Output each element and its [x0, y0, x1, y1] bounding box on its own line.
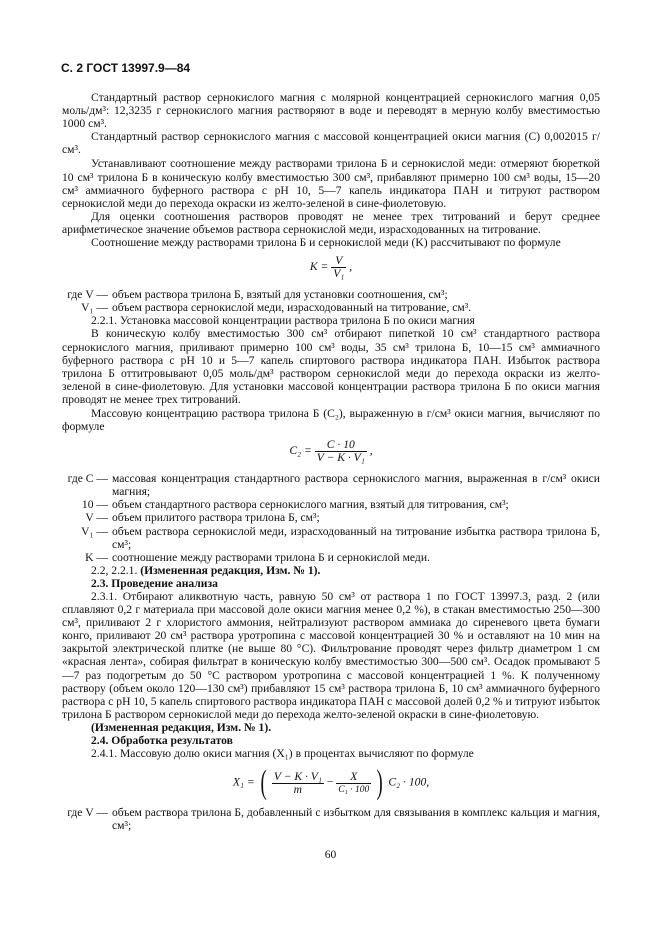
definition-label: где C — — [67, 472, 108, 486]
formula-x1-left-paren: ( — [260, 764, 267, 802]
formula-k — [62, 255, 600, 280]
definition-row — [62, 288, 600, 301]
paragraph-ratio-setup: Устанавливают соотношение между растворами трилона Б и сернокислой меди: отмеряют бюреткой 10 см³ трилона Б в коническую колбу вместимостью 300 см³, прибавляют примерно 100 см³ воды, 15—20 см³ аммиачного буферного раствора с pH 10, 5—7 капель индикатора ПАН и титруют раствором сернокислой меди до перехода окраски из желто-зеленой в сине-фиолетовую. — [62, 157, 600, 210]
formula-x1-numerator-2: X — [336, 771, 371, 784]
definition-text: объем раствора трилона Б, добавленный с избытком для связывания в комплекс кальция и магния, см³; — [112, 806, 600, 833]
definition-text: объем раствора сернокислой меди, израсходованный на титрование, см³. — [112, 301, 472, 315]
definition-text: объем раствора трилона Б, взятый для установки соотношения, см³; — [112, 288, 448, 302]
paragraph-x1-intro: 2.4.1. Массовую долю окиси магния (X₁) в процентах вычисляют по формуле — [91, 747, 474, 761]
formula-c2-lhs: C₂ = — [289, 444, 312, 458]
definition-row — [62, 525, 600, 551]
paragraph-c2-intro: Массовую концентрацию раствора трилона Б (C₂), выраженную в г/см³ окиси магния, вычисляют по формуле — [62, 406, 600, 434]
formula-c2-denominator: V − K · V₁ — [316, 451, 365, 465]
formula-x1-denominator-2: C₁ · 100 — [338, 784, 370, 795]
section-2-3-title: 2.3. Проведение анализа — [91, 576, 218, 590]
formula-k-tail: , — [349, 260, 353, 274]
amendment-note-2-3: (Измененная редакция, Изм. № 1). — [91, 720, 272, 734]
definition-row — [62, 806, 600, 832]
paragraph-ratio-formula-intro: Соотношение между растворами трилона Б и сернокислой меди (K) рассчитывают по формуле — [91, 236, 561, 250]
formula-c2-fraction — [315, 439, 367, 464]
formula-x1-lhs: X₁ = — [232, 775, 255, 789]
section-2-4-title: 2.4. Обработка результатов — [91, 734, 233, 748]
definitions-c2 — [62, 472, 600, 564]
definition-text: объем прилитого раствора трилона Б, см³; — [112, 511, 320, 525]
definitions-k — [62, 288, 600, 314]
formula-x1-numerator-1: V − K · V₁ — [273, 769, 322, 783]
paragraph-mgo-setup: В коническую колбу вместимостью 300 см³ отбирают пипеткой 10 см³ стандартного раствора сернокислого магния, приливают примерно 100 см³ воды, 35 см³ трилона Б, 10—15 см³ аммиачного буферного раствора с pH 10 и 5—7 капель спиртового раствора индикатора ПАН. Избыток раствора трилона Б оттитровывают 0,05 моль/дм³ раствором сернокислой меди до перехода окраски из желто-зеленой в сине-фиолетовую. Для установки массовой концентрации раствора трилона Б по окиси магния проводят не менее трех титрований. — [62, 327, 600, 406]
formula-x1-tail: C₂ · 100, — [388, 775, 430, 789]
definition-text: объем стандартного раствора сернокислого магния, взятый для титрования, см³; — [112, 498, 509, 512]
formula-x1 — [62, 766, 600, 800]
definition-label: V — — [85, 511, 108, 525]
section-2-2-1-title: 2.2.1. Установка массовой концентрации раствора трилона Б по окиси магния — [91, 314, 475, 328]
formula-x1-fraction-1 — [272, 771, 324, 796]
formula-c2 — [62, 439, 600, 464]
definition-row — [62, 472, 600, 498]
paragraph-standard-solution: Стандартный раствор сернокислого магния с молярной концентрацией сернокислого магния 0,05 моль/дм³: 12,3235 г сернокислого магния растворяют в воде и переводят в мерную колбу вместимостью 1000 см³. — [62, 91, 600, 131]
document-body — [62, 91, 600, 832]
formula-x1-minus: − — [326, 775, 334, 789]
formula-k-numerator: V — [331, 255, 346, 268]
amendment-text: (Измененная редакция, Изм. № 1). — [140, 563, 321, 577]
formula-c2-tail: , — [369, 444, 373, 458]
formula-k-lhs: K = — [309, 260, 329, 274]
definition-row — [62, 551, 600, 564]
definition-label: где V — — [67, 806, 108, 820]
definition-row — [62, 301, 600, 314]
definitions-x1 — [62, 806, 600, 832]
amendment-ref: 2.2, 2.2.1. — [91, 563, 138, 577]
definition-row — [62, 498, 600, 511]
paragraph-ratio-evaluation: Для оценки соотношения растворов проводят не менее трех титрований и берут среднее арифметическое значение объемов раствора сернокислой меди, израсходованных на титрование. — [62, 209, 600, 236]
definition-label: V₁ — — [81, 301, 108, 315]
definition-label: V₁ — — [81, 524, 108, 538]
definition-label: 10 — — [81, 498, 108, 512]
definition-label: K — — [85, 550, 108, 564]
definition-label: где V — — [67, 288, 108, 302]
formula-x1-right-paren: ) — [376, 764, 383, 802]
formula-c2-numerator: C · 10 — [315, 439, 367, 452]
paragraph-analysis: 2.3.1. Отбирают аликвотную часть, равную 50 см³ от раствора 1 по ГОСТ 13997.3, разд. 2 (или сплавляют 0,2 г материала при массовой доле окиси магния менее 0,2 %), в стакан вместимостью 250—300 см³, приливают 2 г хлористого аммония, нейтрализуют раствором аммиака до сиреневого цвета бумаги конго, приливают 20 см³ раствора уротропина с массовой концентрацией 30 % и оставляют на 10 мин на закрытой электрической плитке (не выше 80 °C). Фильтрование проводят через фильтр диаметром 1 см «красная лента», собирая фильтрат в коническую колбу вместимостью 300—500 см³. Осадок промывают 5—7 раз подогретым до 50 °C раствором уротропина с массовой концентрацией 1 %. К полученному раствору (объем около 120—130 см³) прибавляют 15 см³ раствора трилона Б, 10 см³ аммиачного буферного раствора с pH 10, 5 капель спиртового раствора индикатора ПАН с массовой долей 0,2 % и титруют избыток трилона Б раствором сернокислой меди до перехода желто-зеленой окраски в сине-фиолетовую. — [62, 590, 600, 721]
formula-x1-denominator-1: m — [293, 782, 303, 796]
paragraph-standard-solution-mgo: Стандартный раствор сернокислого магния с массовой концентрацией окиси магния (C) 0,002015 г/см³. — [62, 130, 600, 157]
definition-text: соотношение между растворами трилона Б и сернокислой меди. — [112, 550, 430, 564]
formula-x1-fraction-2 — [336, 771, 371, 796]
page-header: С. 2 ГОСТ 13997.9—84 — [61, 61, 191, 75]
formula-k-fraction — [331, 255, 346, 280]
amendment-note-2-2 — [62, 564, 600, 577]
definition-row — [62, 511, 600, 524]
page-number: 60 — [324, 849, 337, 861]
formula-k-denominator: V₁ — [333, 267, 345, 281]
definition-text: массовая концентрация стандартного раствора сернокислого магния, выраженная в г/см³ окиси магния; — [112, 472, 600, 499]
definition-text: объем раствора сернокислой меди, израсходованный на титрование избытка раствора трилона Б, см³; — [112, 524, 600, 551]
